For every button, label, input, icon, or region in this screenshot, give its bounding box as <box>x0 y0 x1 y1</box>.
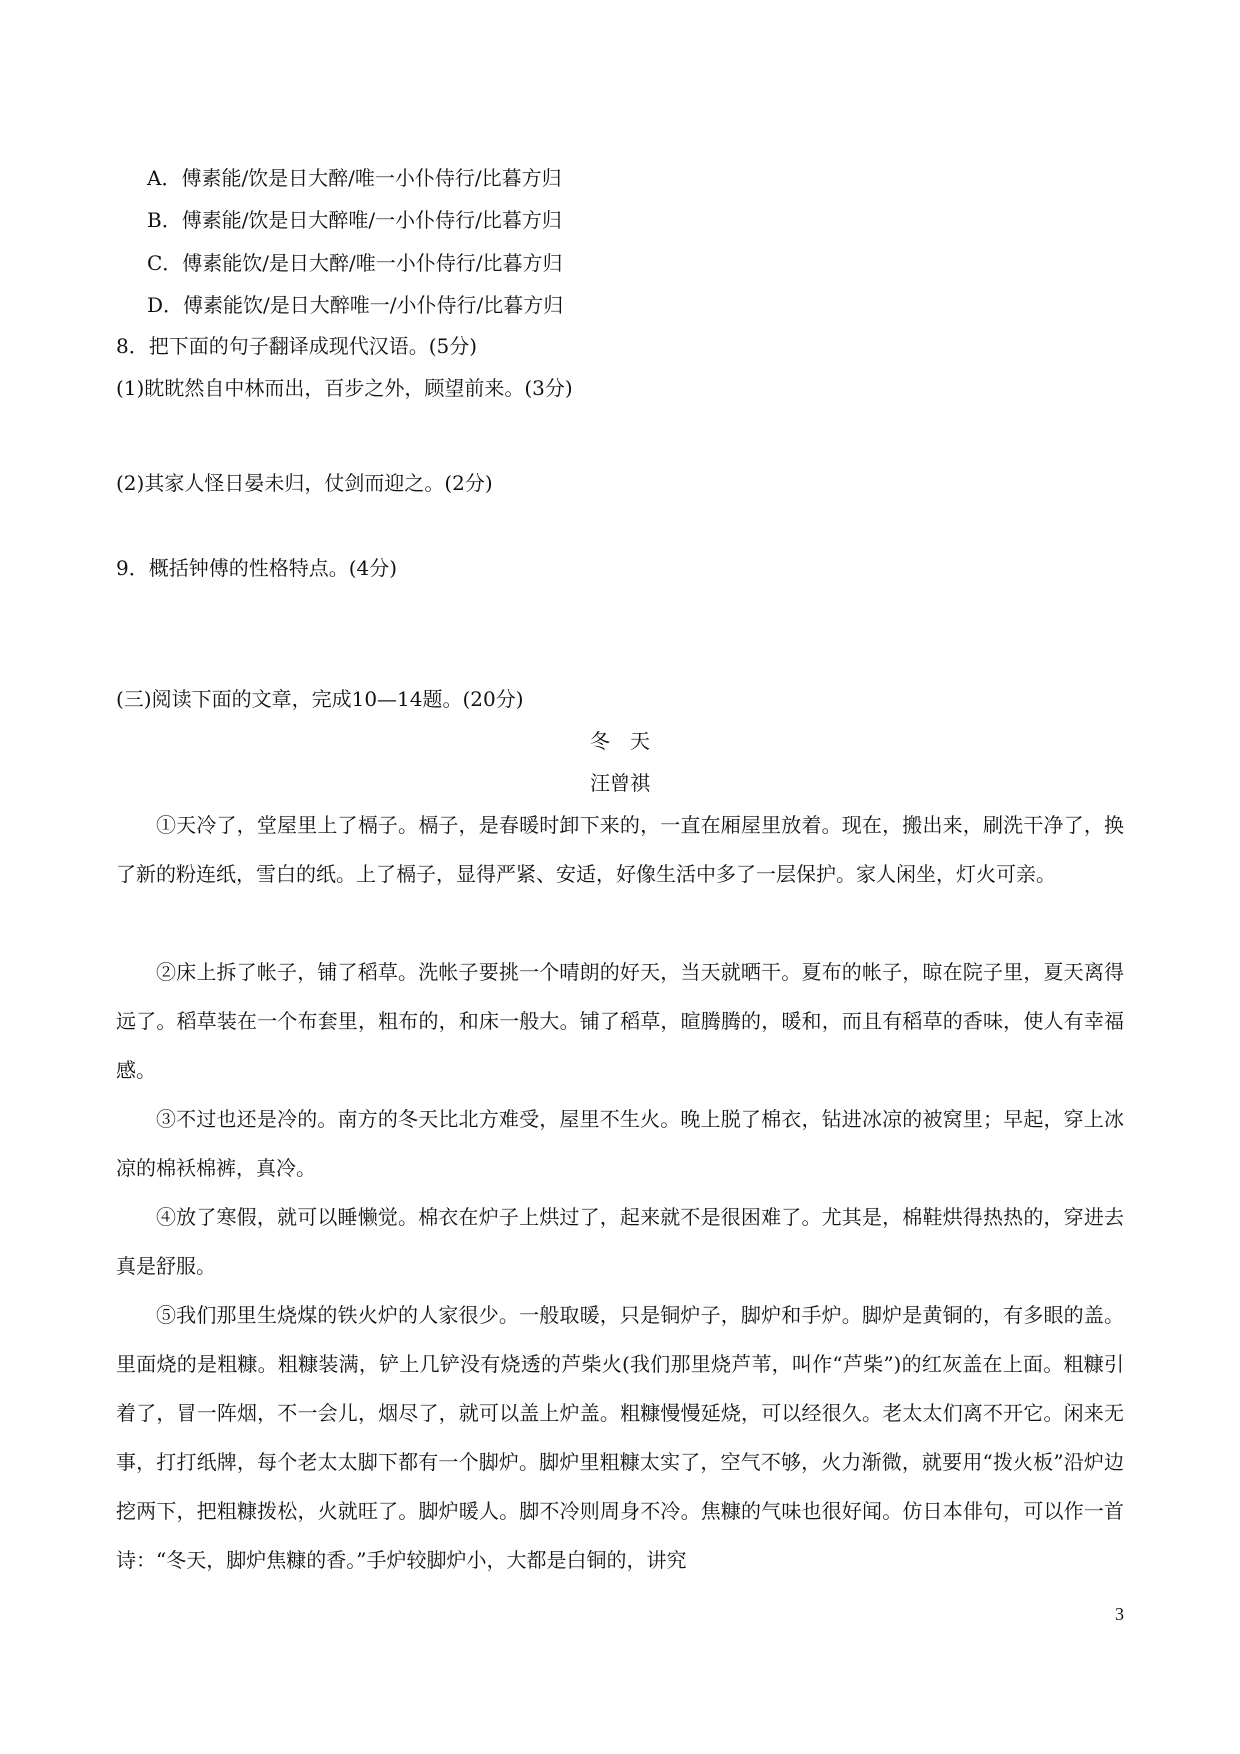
option-b: B．傅素能/饮是日大醉唯/一小仆侍行/比暮方归 <box>147 208 562 232</box>
option-d: D．傅素能饮/是日大醉唯一/小仆侍行/比暮方归 <box>147 293 564 317</box>
option-c: C．傅素能饮/是日大醉/唯一小仆侍行/比暮方归 <box>147 251 563 275</box>
article-paragraph-3: ③不过也还是冷的。南方的冬天比北方难受，屋里不生火。晚上脱了棉衣，钻进冰凉的被窝里；早起，穿上冰凉的棉袄棉裤，真冷。 <box>116 1107 1124 1180</box>
question-8-sentence-2: (2)其家人怪日晏未归，仗剑而迎之。(2分) <box>116 471 493 495</box>
article-paragraph-5: ⑤我们那里生烧煤的铁火炉的人家很少。一般取暖，只是铜炉子，脚炉和手炉。脚炉是黄铜的，有多眼的盖。里面烧的是粗糠。粗糠装满，铲上几铲没有烧透的芦柴火(我们那里烧芦苇，叫作“芦柴”)的红灰盖在上面。粗糠引着了，冒一阵烟，不一会儿，烟尽了，就可以盖上炉盖。粗糠慢慢延烧，可以经很久。老太太们离不开它。闲来无事，打打纸牌，每个老太太脚下都有一个脚炉。脚炉里粗糠太实了，空气不够，火力渐微，就要用“拨火板”沿炉边挖两下，把粗糠拨松，火就旺了。脚炉暖人。脚不冷则周身不冷。焦糠的气味也很好闻。仿日本俳句，可以作一首诗：“冬天，脚炉焦糠的香。”手炉较脚炉小，大都是白铜的，讲究 <box>116 1303 1124 1572</box>
section-3-heading: (三)阅读下面的文章，完成10—14题。(20分) <box>116 687 524 711</box>
article-paragraph-1: ①天冷了，堂屋里上了槅子。槅子，是春暖时卸下来的，一直在厢屋里放着。现在，搬出来，刷洗干净了，换了新的粉连纸，雪白的纸。上了槅子，显得严紧、安适，好像生活中多了一层保护。家人闲坐，灯火可亲。 <box>116 813 1124 886</box>
article-author: 汪曾祺 <box>590 771 650 795</box>
page-number: 3 <box>1115 1604 1124 1624</box>
question-8-title: 8．把下面的句子翻译成现代汉语。(5分) <box>116 334 478 358</box>
option-a: A．傅素能/饮是日大醉/唯一小仆侍行/比暮方归 <box>147 166 562 190</box>
article-title: 冬 天 <box>590 729 650 753</box>
article-paragraph-4: ④放了寒假，就可以睡懒觉。棉衣在炉子上烘过了，起来就不是很困难了。尤其是，棉鞋烘得热热的，穿进去真是舒服。 <box>116 1205 1124 1278</box>
question-8-sentence-1: (1)眈眈然自中林而出，百步之外，顾望前来。(3分) <box>116 376 573 400</box>
question-9: 9．概括钟傅的性格特点。(4分) <box>116 556 398 580</box>
article-paragraph-2: ②床上拆了帐子，铺了稻草。洗帐子要挑一个晴朗的好天，当天就晒干。夏布的帐子，晾在院子里，夏天离得远了。稻草装在一个布套里，粗布的，和床一般大。铺了稻草，暄腾腾的，暖和，而且有稻草的香味，使人有幸福感。 <box>116 960 1124 1082</box>
